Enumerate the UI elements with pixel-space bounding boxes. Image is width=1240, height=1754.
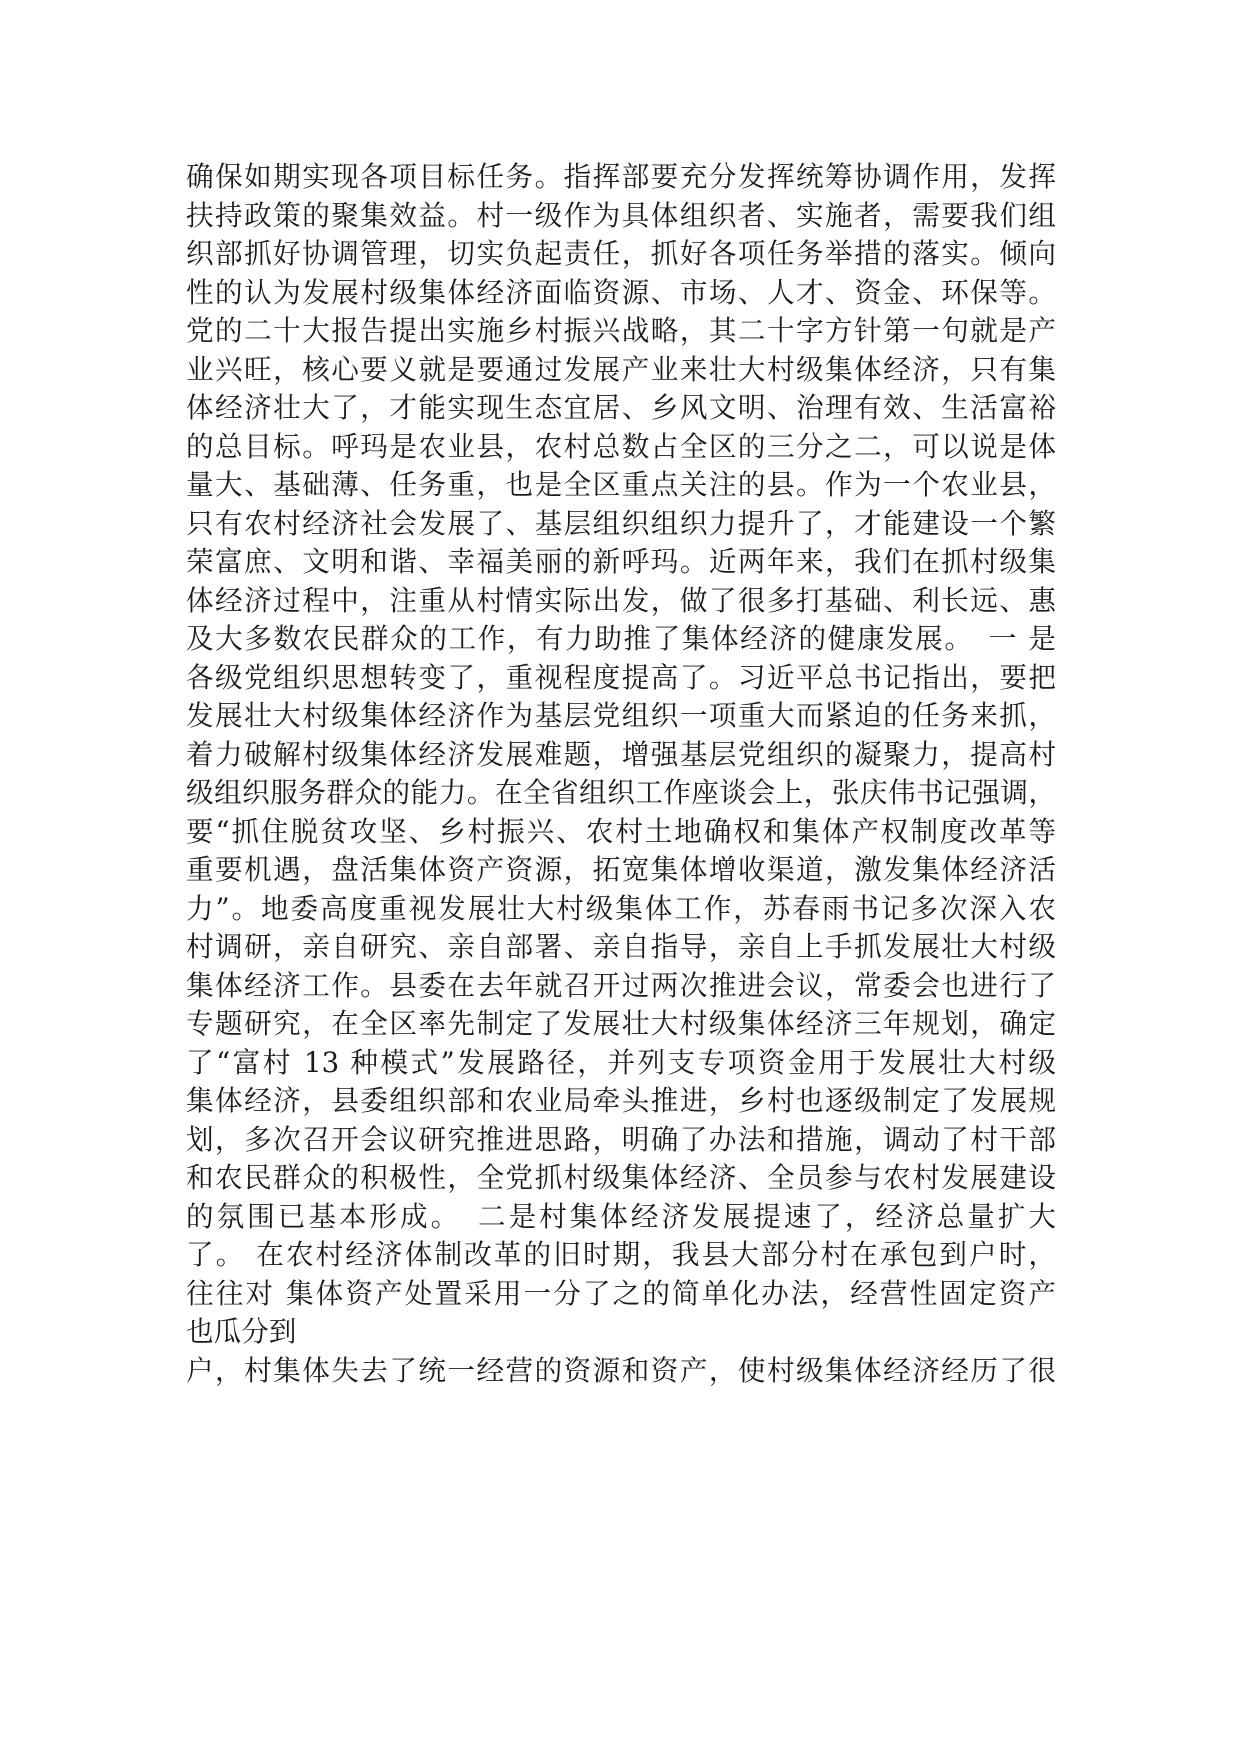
text-line: 性的认为发展村级集体经济面临资源、市场、人才、资金、环保等。	[186, 275, 1056, 309]
text-line: 确保如期实现各项目标任务。指挥部要充分发挥统筹协调作用，发挥	[186, 160, 1056, 193]
text-line: 的氛围已基本形成。 二是村集体经济发展提速了，经济总量扩大	[186, 1199, 1056, 1233]
text-line: 只有农村经济社会发展了、基层组织组织力提升了，才能建设一个繁	[186, 506, 1056, 540]
text-line: 各级党组织思想转变了，重视程度提高了。习近平总书记指出，要把	[186, 660, 1056, 694]
text-line: 扶持政策的聚集效益。村一级作为具体组织者、实施者，需要我们组	[186, 198, 1056, 232]
text-line: 集体经济，县委组织部和农业局牵头推进，乡村也逐级制定了发展规	[186, 1084, 1056, 1117]
text-line: 及大多数农民群众的工作，有力助推了集体经济的健康发展。 一 是	[186, 622, 1056, 655]
text-line: 发展壮大村级集体经济作为基层党组织一项重大而紧迫的任务来抓，	[186, 699, 1056, 732]
text-line: 体经济壮大了，才能实现生态宜居、乡风文明、治理有效、生活富裕	[186, 391, 1056, 424]
text-line: 往往对 集体资产处置采用一分了之的简单化办法，经营性固定资产	[186, 1276, 1056, 1310]
text-line: 织部抓好协调管理，切实负起责任，抓好各项任务举措的落实。倾向	[186, 237, 1056, 270]
text-line: 也瓜分到	[186, 1315, 297, 1348]
text-line: 着力破解村级集体经济发展难题，增强基层党组织的凝聚力，提高村	[186, 737, 1056, 771]
text-line: 业兴旺，核心要义就是要通过发展产业来壮大村级集体经济，只有集	[186, 352, 1056, 386]
text-line: 重要机遇，盘活集体资产资源，拓宽集体增收渠道，激发集体经济活	[186, 853, 1056, 886]
text-line: 荣富庶、文明和谐、幸福美丽的新呼玛。近两年来，我们在抓村级集	[186, 545, 1056, 578]
text-line: 和农民群众的积极性，全党抓村级集体经济、全员参与农村发展建设	[186, 1161, 1056, 1194]
body-text	[186, 158, 1056, 1390]
text-line: 的总目标。呼玛是农业县，农村总数占全区的三分之二，可以说是体	[186, 429, 1056, 463]
text-line: 级组织服务群众的能力。在全省组织工作座谈会上，张庆伟书记强调，	[186, 776, 1056, 809]
text-line: 户，村集体失去了统一经营的资源和资产，使村级集体经济经历了很	[186, 1353, 1056, 1387]
text-line: 集体经济工作。县委在去年就召开过两次推进会议，常委会也进行了	[186, 968, 1056, 1002]
text-line: 量大、基础薄、任务重，也是全区重点关注的县。作为一个农业县，	[186, 468, 1056, 501]
text-line: 了“富村 13 种模式”发展路径，并列支专项资金用于发展壮大村级	[186, 1045, 1056, 1079]
text-line: 了。 在农村经济体制改革的旧时期，我县大部分村在承包到户时，	[186, 1238, 1056, 1271]
text-line: 力”。地委高度重视发展壮大村级集体工作，苏春雨书记多次深入农	[186, 891, 1056, 925]
text-line: 专题研究，在全区率先制定了发展壮大村级集体经济三年规划，确定	[186, 1007, 1056, 1040]
text-line: 划，多次召开会议研究推进思路，明确了办法和措施，调动了村干部	[186, 1122, 1056, 1156]
text-line: 要“抓住脱贫攻坚、乡村振兴、农村土地确权和集体产权制度改革等	[186, 814, 1056, 848]
text-line: 体经济过程中，注重从村情实际出发，做了很多打基础、利长远、惠	[186, 583, 1056, 617]
text-line: 村调研，亲自研究、亲自部署、亲自指导，亲自上手抓发展壮大村级	[186, 930, 1056, 963]
text-line: 党的二十大报告提出实施乡村振兴战略，其二十字方针第一句就是产	[186, 314, 1056, 347]
